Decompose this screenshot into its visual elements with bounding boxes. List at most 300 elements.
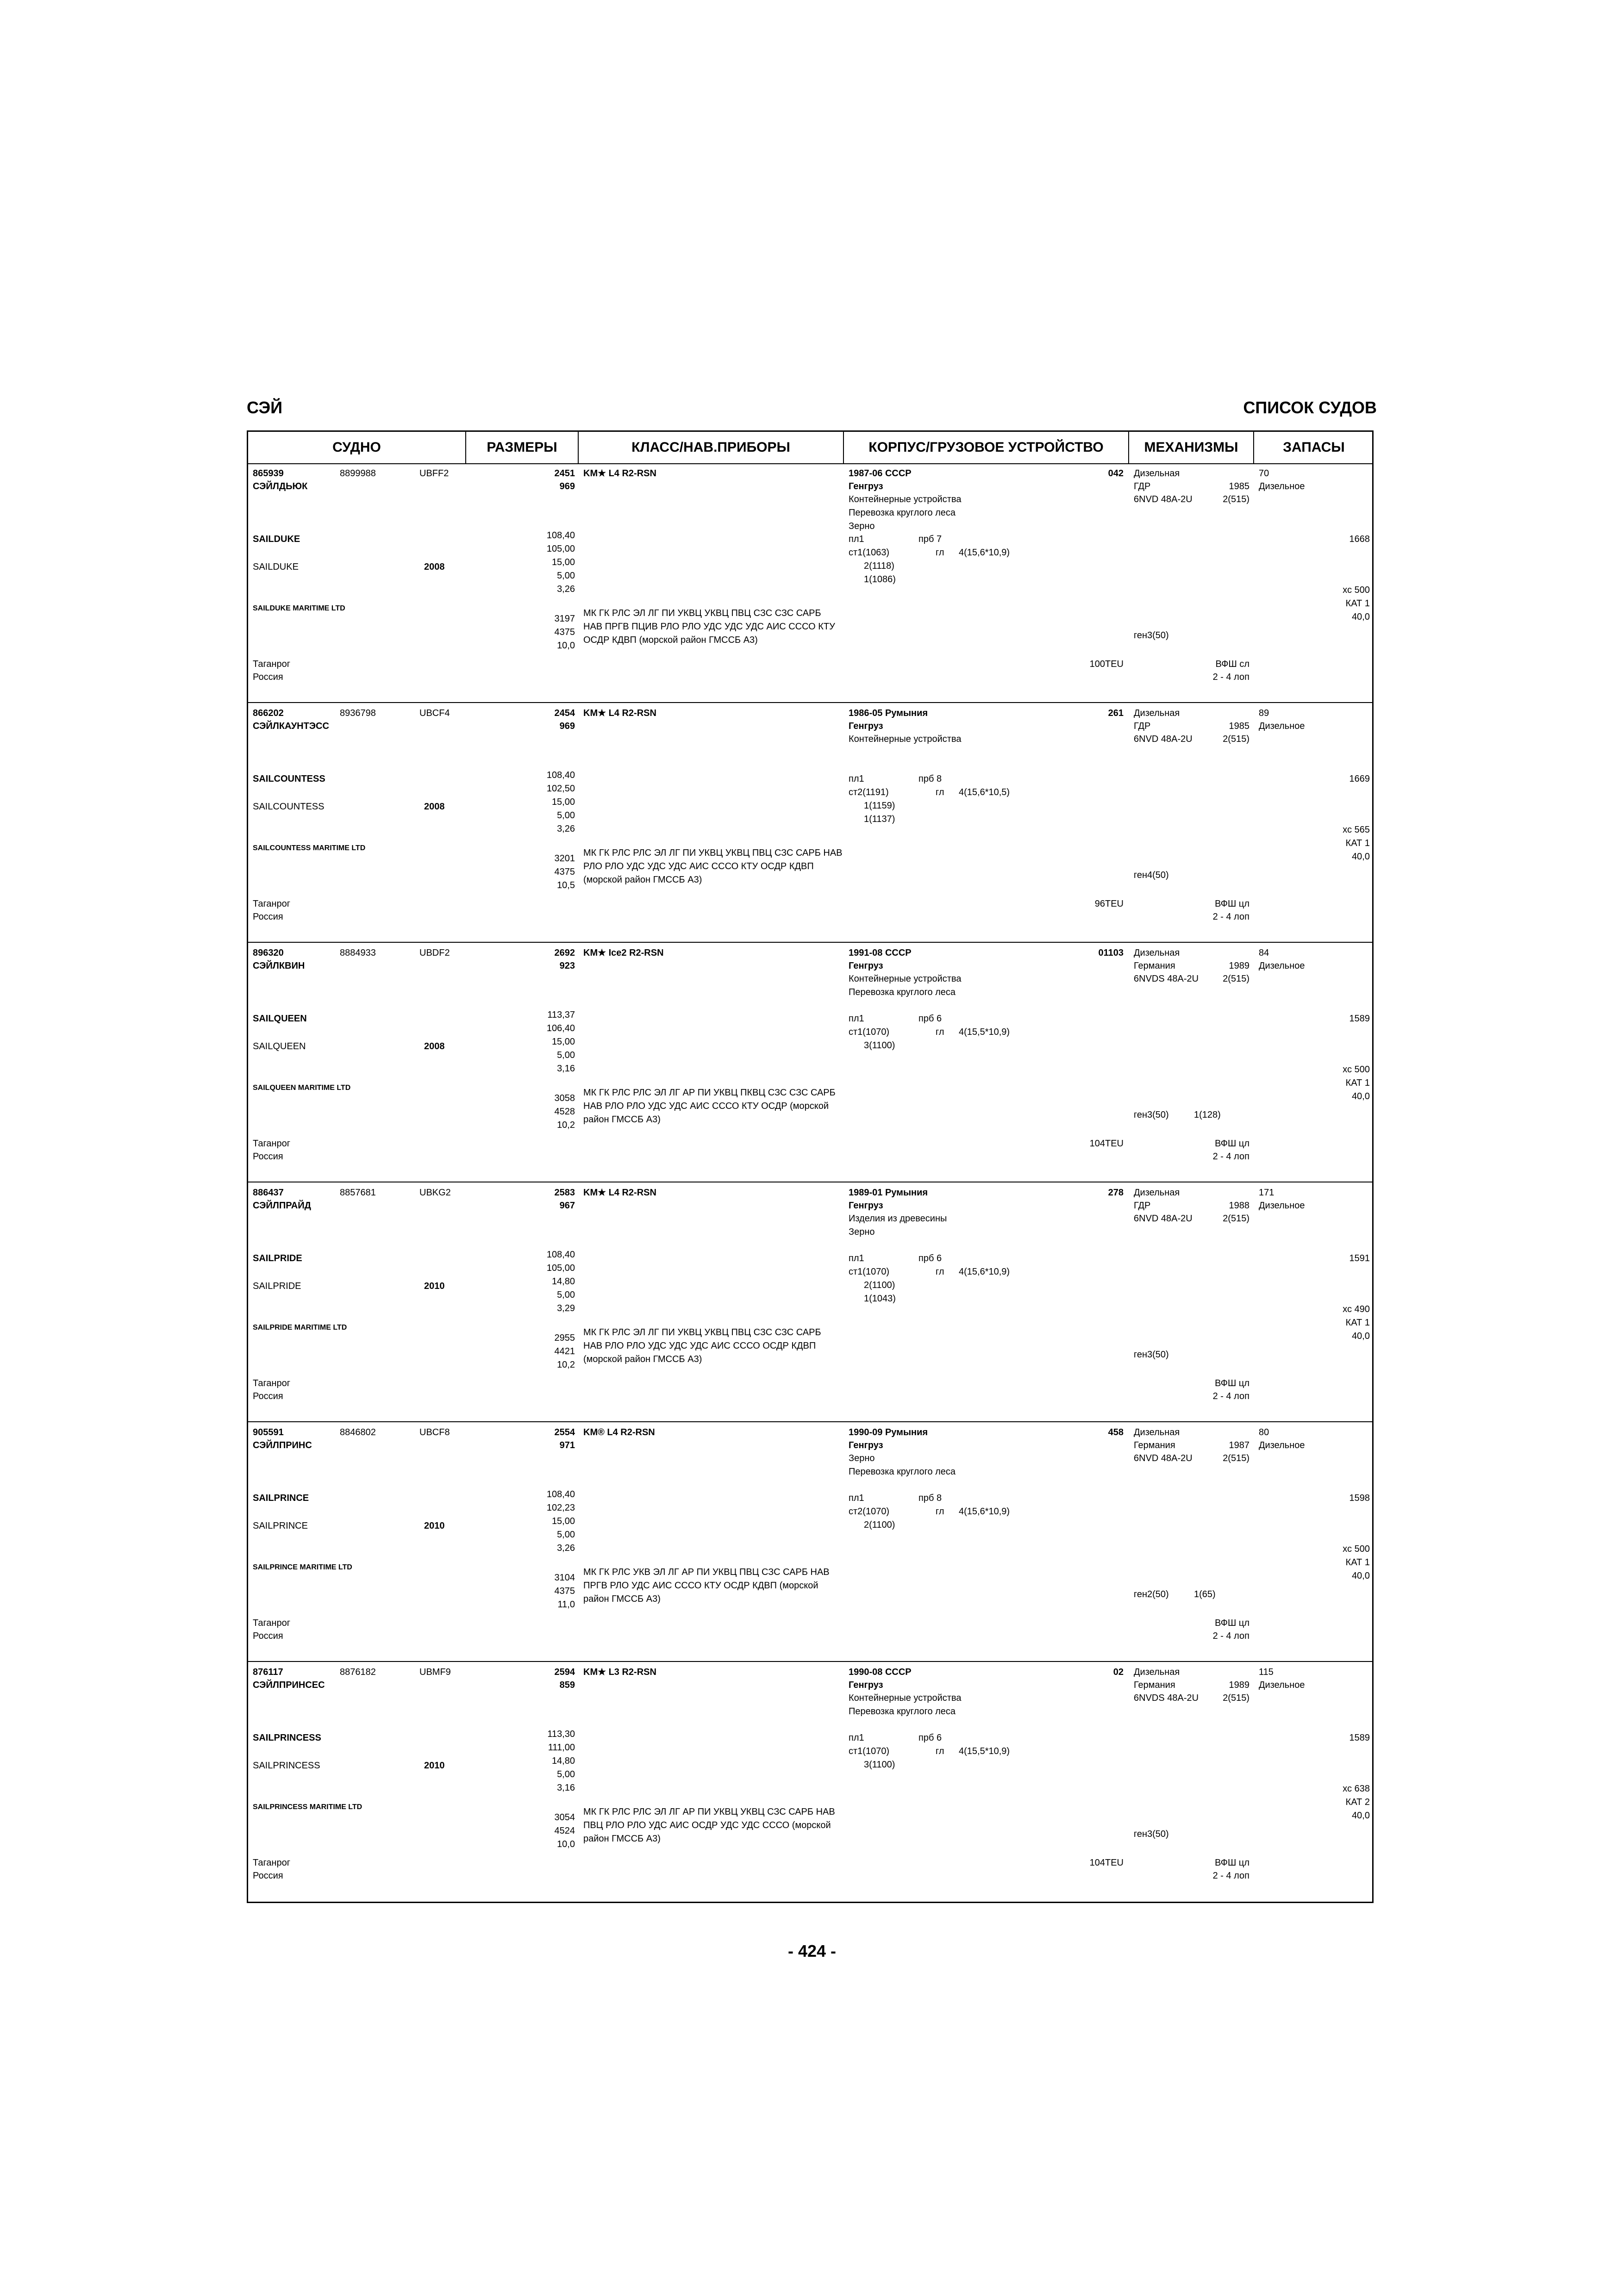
power-reserve: хс 500 [1343,585,1370,595]
container-capacity: 104TEU [1089,1858,1124,1868]
hull-number: 042 [1108,468,1124,479]
bulkhead-count: прб 6 [918,1253,942,1263]
vessel-former-name: SAILQUEEN [253,1041,306,1052]
category: КАТ 1 [1345,838,1370,848]
vessel-entry [248,464,1372,703]
hold-capacity: 2(1100) [864,1520,895,1530]
hold-capacity: ст1(1063) [849,548,890,558]
vessel-former-name: SAILDUKE [253,562,299,572]
dimension-value: 3,16 [557,1064,575,1074]
dimension-value: 3,26 [557,584,575,594]
engine-year: 1989 [1229,961,1249,971]
net-tonnage: 859 [559,1680,575,1690]
gross-tonnage: 2583 [554,1188,575,1198]
page-number: - 424 - [787,1941,837,1960]
propeller: ВФШ сл [1215,659,1249,669]
bulkhead-count: прб 6 [918,1733,942,1743]
cargo-capability: Контейнерные устройства [849,734,962,744]
hold-capacity: 1(1137) [864,814,895,824]
vessel-former-name: SAILPRINCE [253,1521,308,1531]
navigation-equipment: МК ГК РЛС РЛС ЭЛ ЛГ ПИ УКВЦ УКВЦ ПВЦ СЗС САРБ НАВ РЛО РЛО УДС УДС УДС АИС СССО КТУ ОСДР КДВП (морской район ГМССБ А3) [583,848,843,885]
gross-tonnage: 2454 [554,708,575,718]
dimension-value: 5,00 [557,810,575,821]
vessel-name-ru: СЭЙЛПРИНС [253,1440,312,1450]
owner-name: SAILPRIDE MARITIME LTD [253,1324,347,1332]
hatch-size: 4(15,6*10,9) [959,548,1010,558]
dimension-value: 3,29 [557,1303,575,1313]
class-notation: KM★ L4 R2-RSN [583,468,656,479]
dimension-value: 108,40 [546,770,575,780]
hold-capacity: 2(1118) [864,561,894,571]
net-tonnage: 969 [559,481,575,492]
dimension-value: 14,80 [551,1276,575,1287]
column-header-machinery: МЕХАНИЗМЫ [1129,432,1254,463]
owner-name: SAILQUEEN MARITIME LTD [253,1084,351,1092]
hold-capacity: 1(1043) [864,1294,896,1304]
vessel-type: Генгруз [849,721,883,731]
registry-number: 896320 [253,948,284,958]
engine-year: 1985 [1229,721,1249,731]
build-date-country: 1990-08 СССР [849,1667,912,1677]
deadweight-value: 4375 [554,867,575,877]
column-header-supplies: ЗАПАСЫ [1283,440,1345,455]
engine-count: 2(515) [1223,1453,1249,1463]
navigation-equipment: МК ГК РЛС ЭЛ ЛГ ПИ УКВЦ УКВЦ ПВЦ СЗС СЗС САРБ НАВ РЛО РЛО УДС УДС УДС АИС СССО ОСДР КДВП (морской район ГМССБ А3) [583,1327,821,1364]
propeller: ВФШ цл [1215,1858,1249,1868]
engine-type: Дизельная [1134,708,1180,718]
hatch-size: 4(15,6*10,5) [959,787,1010,797]
hold-capacity: 2(1100) [864,1280,895,1290]
category: КАТ 1 [1345,598,1370,609]
vessel-name-en: SAILCOUNTESS [253,774,325,784]
vessel-name-ru: СЭЙЛПРИНСЕС [253,1680,325,1690]
hatch-label: гл [936,1267,944,1277]
deck-count: пл1 [849,1733,864,1743]
dimension-value: 105,00 [546,544,575,554]
engine-model: 6NVDS 48A-2U [1134,1693,1199,1703]
build-year-flag: 2010 [424,1761,445,1771]
hull-number: 02 [1113,1667,1124,1677]
category: КАТ 1 [1345,1557,1370,1568]
navigation-equipment: МК ГК РЛС РЛС ЭЛ ЛГ АР ПИ УКВЦ УКВЦ СЗС САРБ НАВ ПВЦ РЛО РЛО УДС АИС ОСДР УДС УДС СССО (морской район ГМССБ А3) [583,1807,835,1844]
hold-capacity: 1(1086) [864,574,896,585]
call-sign: UBDF2 [419,948,450,958]
autonomy: 40,0 [1352,1331,1370,1341]
net-tonnage: 967 [559,1201,575,1211]
fuel-type: Дизельное [1259,481,1305,492]
dimension-value: 113,37 [547,1010,575,1020]
entry-divider [248,942,1372,943]
call-sign: UBFF2 [419,468,449,479]
generators: ген3(50) [1134,1829,1169,1839]
fresh-water: 1589 [1349,1733,1370,1743]
bulkhead-count: прб 8 [918,1493,942,1503]
build-year-flag: 2010 [424,1521,445,1531]
engine-model: 6NVD 48A-2U [1134,1213,1193,1224]
hold-capacity: 1(1159) [864,801,895,811]
vessel-name-en: SAILQUEEN [253,1014,307,1024]
vessel-type: Генгруз [849,961,883,971]
registry-number: 886437 [253,1188,284,1198]
build-year-flag: 2008 [424,1041,445,1052]
propeller-blades: 2 - 4 лоп [1212,672,1249,682]
hold-capacity: ст2(1070) [849,1506,890,1517]
fuel-type: Дизельное [1259,1440,1305,1450]
imo-number: 8876182 [340,1667,376,1677]
build-year-flag: 2010 [424,1281,445,1291]
entry-divider [248,1421,1372,1422]
hatch-label: гл [936,1027,944,1037]
cargo-capability: Контейнерные устройства [849,494,962,504]
generators: ген4(50) [1134,870,1169,880]
cargo-capability: Зерно [849,521,875,531]
class-notation: KM★ L3 R2-RSN [583,1667,656,1677]
registry-number: 865939 [253,468,284,479]
propeller: ВФШ цл [1215,1139,1249,1149]
class-notation: KM★ L4 R2-RSN [583,708,656,718]
propeller: ВФШ цл [1215,1618,1249,1628]
fresh-water: 1589 [1349,1014,1370,1024]
deadweight-value: 3104 [554,1573,575,1583]
power-reserve: хс 638 [1343,1784,1370,1794]
entry-divider [248,702,1372,703]
column-header-hull-cargo: КОРПУС/ГРУЗОВОЕ УСТРОЙСТВО [844,432,1129,463]
hatch-size: 4(15,6*10,9) [959,1267,1010,1277]
hold-capacity: ст2(1191) [849,787,889,797]
class-notation: KM★ Ice2 R2-RSN [583,948,664,958]
running-header-right: СПИСОК СУДОВ [1243,398,1377,417]
hold-capacity: ст1(1070) [849,1746,890,1756]
propeller-blades: 2 - 4 лоп [1212,1631,1249,1641]
home-port: Таганрог [253,1618,291,1628]
cargo-capability: Перевозка круглого леса [849,508,956,518]
vessel-name-en: SAILPRINCESS [253,1733,321,1743]
engine-type: Дизельная [1134,948,1180,958]
home-port: Таганрог [253,1858,291,1868]
deadweight-value: 3197 [554,614,575,624]
class-notation: KM★ L4 R2-RSN [583,1188,656,1198]
owner-name: SAILPRINCESS MARITIME LTD [253,1803,362,1811]
running-header-left: СЭЙ [247,398,283,417]
fuel-type: Дизельное [1259,961,1305,971]
fuel-amount: 80 [1259,1427,1269,1437]
country: Россия [253,1871,283,1881]
dimension-value: 14,80 [551,1756,575,1766]
imo-number: 8899988 [340,468,376,479]
dimension-value: 111,00 [548,1742,575,1753]
deck-count: пл1 [849,1014,864,1024]
vessel-name-ru: СЭЙЛДЬЮК [253,481,308,492]
cargo-capability: Контейнерные устройства [849,974,962,984]
dimension-value: 102,23 [546,1503,575,1513]
fresh-water: 1669 [1349,774,1370,784]
cargo-capability: Перевозка круглого леса [849,1467,956,1477]
generators-extra: 1(128) [1194,1110,1221,1120]
call-sign: UBMF9 [419,1667,451,1677]
gross-tonnage: 2451 [554,468,575,479]
home-port: Таганрог [253,1378,291,1388]
container-capacity: 104TEU [1089,1139,1124,1149]
build-date-country: 1990-09 Румыния [849,1427,928,1437]
hatch-label: гл [936,787,944,797]
propeller-blades: 2 - 4 лоп [1212,912,1249,922]
vessel-entry [248,1183,1372,1422]
vessel-former-name: SAILCOUNTESS [253,802,325,812]
deadweight-value: 3058 [554,1093,575,1103]
dimension-value: 5,00 [557,1290,575,1300]
generators-extra: 1(65) [1194,1589,1216,1599]
engine-count: 2(515) [1223,1693,1249,1703]
deadweight-value: 10,2 [557,1120,575,1130]
dimension-value: 15,00 [551,797,575,807]
autonomy: 40,0 [1352,612,1370,622]
hatch-size: 4(15,5*10,9) [959,1027,1010,1037]
hold-capacity: 3(1100) [864,1040,895,1051]
generators: ген3(50) [1134,1110,1169,1120]
engine-country: ГДР [1134,481,1151,492]
engine-country: ГДР [1134,721,1151,731]
category: КАТ 2 [1345,1797,1370,1807]
engine-country: Германия [1134,961,1175,971]
vessel-name-ru: СЭЙЛКВИН [253,961,305,971]
power-reserve: хс 500 [1343,1064,1370,1075]
entry-divider [248,1661,1372,1662]
hatch-label: гл [936,548,944,558]
deadweight-value: 4375 [554,1586,575,1596]
deadweight-value: 4421 [554,1346,575,1356]
generators: ген3(50) [1134,630,1169,641]
dimension-value: 15,00 [551,1037,575,1047]
container-capacity: 100TEU [1089,659,1124,669]
engine-model: 6NVD 48A-2U [1134,494,1193,504]
vessel-former-name: SAILPRINCESS [253,1761,320,1771]
deadweight-value: 11,0 [557,1599,575,1610]
deadweight-value: 10,0 [557,641,575,651]
cargo-capability: Перевозка круглого леса [849,1706,956,1717]
engine-type: Дизельная [1134,468,1180,479]
fuel-amount: 171 [1259,1188,1274,1198]
vessel-entry [248,704,1372,943]
engine-country: Германия [1134,1440,1175,1450]
engine-count: 2(515) [1223,974,1249,984]
dimension-value: 5,00 [557,1050,575,1060]
hold-capacity: ст1(1070) [849,1027,890,1037]
engine-year: 1988 [1229,1201,1249,1211]
deadweight-value: 2955 [554,1333,575,1343]
vessel-former-name: SAILPRIDE [253,1281,301,1291]
deck-count: пл1 [849,1253,864,1263]
fuel-amount: 70 [1259,468,1269,479]
dimension-value: 102,50 [546,784,575,794]
registry-number: 905591 [253,1427,284,1437]
autonomy: 40,0 [1352,1091,1370,1101]
vessel-type: Генгруз [849,1201,883,1211]
engine-country: Германия [1134,1680,1175,1690]
deck-count: пл1 [849,534,864,544]
registry-number: 866202 [253,708,284,718]
category: КАТ 1 [1345,1078,1370,1088]
deck-count: пл1 [849,774,864,784]
propeller-blades: 2 - 4 лоп [1212,1151,1249,1162]
deck-count: пл1 [849,1493,864,1503]
cargo-capability: Зерно [849,1227,875,1237]
fresh-water: 1598 [1349,1493,1370,1503]
build-date-country: 1989-01 Румыния [849,1188,928,1198]
deadweight-value: 10,2 [557,1360,575,1370]
container-capacity: 96TEU [1094,899,1124,909]
engine-count: 2(515) [1223,494,1249,504]
navigation-equipment: МК ГК РЛС УКВ ЭЛ ЛГ АР ПИ УКВЦ ПВЦ СЗС САРБ НАВ ПРГВ РЛО УДС АИС СССО КТУ ОСДР КДВП (морской район ГМССБ А3) [583,1567,830,1604]
vessel-entry [248,1423,1372,1662]
call-sign: UBKG2 [419,1188,451,1198]
hull-number: 278 [1108,1188,1124,1198]
build-date-country: 1986-05 Румыния [849,708,928,718]
power-reserve: хс 565 [1343,825,1370,835]
hatch-label: гл [936,1506,944,1517]
power-reserve: хс 500 [1343,1544,1370,1554]
cargo-capability: Перевозка круглого леса [849,987,956,997]
column-header-dimensions: РАЗМЕРЫ [466,432,579,463]
imo-number: 8857681 [340,1188,376,1198]
dimension-value: 105,00 [546,1263,575,1273]
owner-name: SAILDUKE MARITIME LTD [253,604,345,612]
engine-year: 1989 [1229,1680,1249,1690]
hatch-label: гл [936,1746,944,1756]
vessel-name-ru: СЭЙЛПРАЙД [253,1201,311,1211]
propeller-blades: 2 - 4 лоп [1212,1871,1249,1881]
deadweight-value: 4524 [554,1826,575,1836]
dimension-value: 106,40 [546,1023,575,1033]
build-date-country: 1991-08 СССР [849,948,912,958]
dimension-value: 15,00 [551,1516,575,1526]
hatch-size: 4(15,6*10,9) [959,1506,1010,1517]
vessel-name-ru: СЭЙЛКАУНТЭСС [253,721,329,731]
fuel-amount: 84 [1259,948,1269,958]
dimension-value: 108,40 [546,1489,575,1500]
hull-number: 458 [1108,1427,1124,1437]
bulkhead-count: прб 6 [918,1014,942,1024]
class-notation: KM® L4 R2-RSN [583,1427,655,1437]
call-sign: UBCF8 [419,1427,450,1437]
vessel-name-en: SAILDUKE [253,534,300,544]
vessel-name-en: SAILPRINCE [253,1493,309,1503]
dimension-value: 108,40 [546,530,575,541]
hold-capacity: ст1(1070) [849,1267,890,1277]
cargo-capability: Изделия из древесины [849,1213,947,1224]
navigation-equipment: МК ГК РЛС РЛС ЭЛ ЛГ АР ПИ УКВЦ ПКВЦ СЗС СЗС САРБ НАВ РЛО РЛО УДС УДС АИС СССО КТУ ОСДР (морской район ГМССБ А3) [583,1088,836,1125]
engine-model: 6NVDS 48A-2U [1134,974,1199,984]
engine-model: 6NVD 48A-2U [1134,734,1193,744]
engine-year: 1985 [1229,481,1249,492]
engine-count: 2(515) [1223,734,1249,744]
engine-count: 2(515) [1223,1213,1249,1224]
navigation-equipment: МК ГК РЛС ЭЛ ЛГ ПИ УКВЦ УКВЦ ПВЦ СЗС СЗС САРБ НАВ ПРГВ ПЦИВ РЛО РЛО УДС УДС УДС АИС СССО КТУ ОСДР КДВП (морской район ГМССБ А3) [583,608,835,645]
build-year-flag: 2008 [424,562,445,572]
propeller: ВФШ цл [1215,899,1249,909]
dimension-value: 3,26 [557,1543,575,1553]
country: Россия [253,672,283,682]
fuel-amount: 115 [1259,1667,1274,1677]
fresh-water: 1668 [1349,534,1370,544]
hold-capacity: 3(1100) [864,1760,895,1770]
imo-number: 8846802 [340,1427,376,1437]
dimension-value: 113,30 [547,1729,575,1739]
bulkhead-count: прб 7 [918,534,942,544]
column-header-vessel: СУДНО [248,432,466,463]
deadweight-value: 10,0 [557,1839,575,1849]
dimension-value: 5,00 [557,1769,575,1780]
fuel-amount: 89 [1259,708,1269,718]
category: КАТ 1 [1345,1318,1370,1328]
hull-number: 01103 [1098,948,1124,958]
gross-tonnage: 2554 [554,1427,575,1437]
engine-country: ГДР [1134,1201,1151,1211]
fresh-water: 1591 [1349,1253,1370,1263]
deadweight-value: 3201 [554,853,575,864]
engine-type: Дизельная [1134,1188,1180,1198]
home-port: Таганрог [253,1139,291,1149]
autonomy: 40,0 [1352,1811,1370,1821]
imo-number: 8936798 [340,708,376,718]
propeller: ВФШ цл [1215,1378,1249,1388]
fuel-type: Дизельное [1259,1680,1305,1690]
dimension-value: 5,00 [557,1530,575,1540]
dimension-value: 15,00 [551,557,575,567]
vessel-type: Генгруз [849,1440,883,1450]
hatch-size: 4(15,5*10,9) [959,1746,1010,1756]
engine-type: Дизельная [1134,1667,1180,1677]
propeller-blades: 2 - 4 лоп [1212,1391,1249,1401]
gross-tonnage: 2594 [554,1667,575,1677]
vessel-type: Генгруз [849,1680,883,1690]
owner-name: SAILPRINCE MARITIME LTD [253,1563,352,1571]
net-tonnage: 971 [559,1440,575,1450]
call-sign: UBCF4 [419,708,450,718]
dimension-value: 5,00 [557,571,575,581]
build-date-country: 1987-06 СССР [849,468,912,479]
owner-name: SAILCOUNTESS MARITIME LTD [253,844,366,852]
deadweight-value: 10,5 [557,880,575,890]
bulkhead-count: прб 8 [918,774,942,784]
home-port: Таганрог [253,899,291,909]
country: Россия [253,1631,283,1641]
gross-tonnage: 2692 [554,948,575,958]
vessel-entry [248,1663,1372,1902]
deadweight-value: 3054 [554,1812,575,1823]
vessel-entry [248,944,1372,1182]
deadweight-value: 4528 [554,1107,575,1117]
home-port: Таганрог [253,659,291,669]
vessel-type: Генгруз [849,481,883,492]
generators: ген3(50) [1134,1350,1169,1360]
power-reserve: хс 490 [1343,1304,1370,1314]
hull-number: 261 [1108,708,1124,718]
imo-number: 8884933 [340,948,376,958]
dimension-value: 3,26 [557,824,575,834]
engine-model: 6NVD 48A-2U [1134,1453,1193,1463]
engine-year: 1987 [1229,1440,1249,1450]
dimension-value: 3,16 [557,1783,575,1793]
fuel-type: Дизельное [1259,721,1305,731]
country: Россия [253,1391,283,1401]
country: Россия [253,912,283,922]
fuel-type: Дизельное [1259,1201,1305,1211]
dimension-value: 108,40 [546,1250,575,1260]
net-tonnage: 923 [559,961,575,971]
column-header-class-nav: КЛАСС/НАВ.ПРИБОРЫ [579,432,844,463]
build-year-flag: 2008 [424,802,445,812]
net-tonnage: 969 [559,721,575,731]
